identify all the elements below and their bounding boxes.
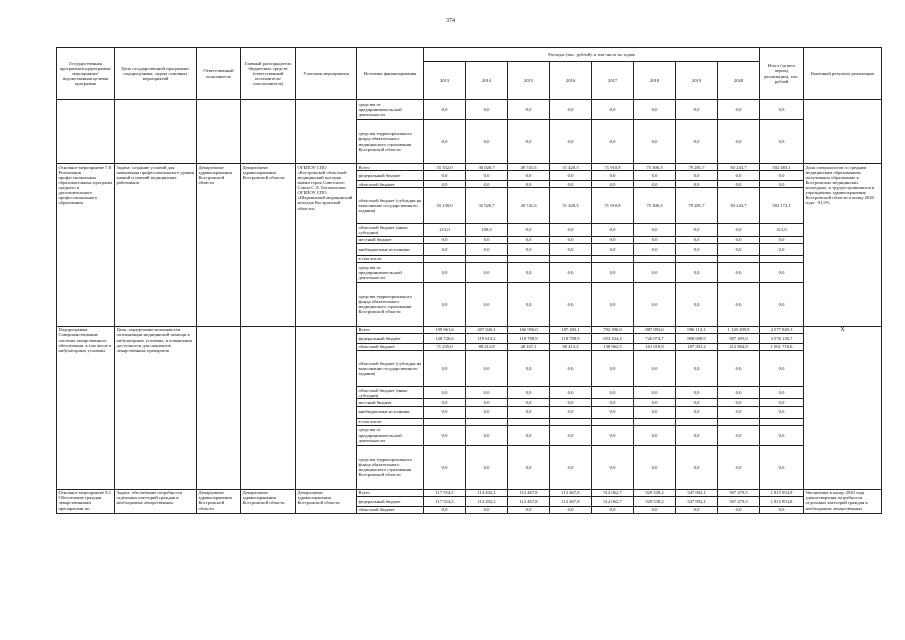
year-value: 112 467,8 — [550, 489, 592, 496]
year-value: 79 281,7 — [676, 188, 718, 224]
year-value: 0,0 — [676, 181, 718, 188]
year-value: 512 062,7 — [592, 489, 634, 496]
total-value: 0,0 — [760, 425, 804, 445]
year-value: 996 112,1 — [676, 326, 718, 333]
year-value: 567 479,5 — [718, 496, 760, 506]
year-value: 0,0 — [424, 243, 466, 255]
year-value: 0,0 — [676, 406, 718, 418]
year-value: 112 467,8 — [508, 496, 550, 506]
budget-manager — [241, 100, 296, 164]
funding-source: средства территориального фонда обязательного медицинского страхования Костромской области — [357, 120, 424, 164]
funding-source: местный бюджет — [357, 236, 424, 243]
year-value: 0,0 — [550, 181, 592, 188]
year-value — [634, 418, 676, 425]
header-program: Государственная программа/подпрограмма/ мероприятие/ ведомственная целевая программа — [57, 48, 115, 100]
year-value: 0,0 — [466, 100, 508, 120]
year-value: 887 093,6 — [634, 326, 676, 333]
total-value: 0,0 — [760, 406, 804, 418]
year-value: 0,0 — [508, 399, 550, 406]
year-value: 0,0 — [676, 100, 718, 120]
year-value: 0,0 — [634, 262, 676, 282]
year-value: 128 726,6 — [424, 333, 466, 343]
year-value: 808 608,9 — [676, 333, 718, 343]
year-value — [424, 255, 466, 262]
year-value: 51 420,3 — [550, 188, 592, 224]
year-value: 0,0 — [466, 351, 508, 387]
funding-source: областной бюджет — [357, 181, 424, 188]
year-value: 0,0 — [718, 406, 760, 418]
year-value: 0,0 — [508, 171, 550, 181]
year-value: 0,0 — [424, 262, 466, 282]
year-value: 0,0 — [550, 120, 592, 164]
total-value — [760, 418, 804, 425]
year-value: 0,0 — [508, 262, 550, 282]
funding-source: Всего — [357, 326, 424, 333]
year-value: 0,0 — [424, 100, 466, 120]
year-value: 0,0 — [592, 399, 634, 406]
year-value: 0,0 — [424, 399, 466, 406]
header-year: 2015 — [508, 62, 550, 100]
year-value: 0,0 — [424, 506, 466, 513]
year-value: 0,0 — [592, 181, 634, 188]
funding-source: местный бюджет — [357, 399, 424, 406]
year-value: 0,0 — [508, 445, 550, 489]
funding-source: областной бюджет — [357, 343, 424, 350]
year-value: 0,0 — [508, 387, 550, 399]
year-value: 112 467,8 — [508, 489, 550, 496]
funding-source: федеральный бюджет — [357, 496, 424, 506]
year-value: 0,0 — [466, 262, 508, 282]
year-value: 0,0 — [508, 120, 550, 164]
year-value: 0,0 — [466, 506, 508, 513]
year-value — [634, 255, 676, 262]
year-value: 0,0 — [718, 387, 760, 399]
year-value: 49 741,6 — [508, 188, 550, 224]
year-value: 0,0 — [592, 506, 634, 513]
year-value — [718, 418, 760, 425]
year-value: 0,0 — [466, 120, 508, 164]
year-value: 0,0 — [550, 282, 592, 326]
year-value: 0,0 — [592, 171, 634, 181]
year-value: 0,0 — [508, 506, 550, 513]
year-value: 88 212,8 — [466, 343, 508, 350]
year-value: 0,0 — [466, 243, 508, 255]
year-value: 529 538,2 — [634, 496, 676, 506]
year-value: 55 352,0 — [424, 164, 466, 171]
funding-source: федеральный бюджет — [357, 171, 424, 181]
year-value: 0,0 — [550, 224, 592, 236]
funding-source: в том числе: — [357, 255, 424, 262]
year-value: 0,0 — [466, 282, 508, 326]
year-value: 0,0 — [424, 445, 466, 489]
year-value: 0,0 — [676, 282, 718, 326]
year-value: 35 926,7 — [466, 188, 508, 224]
year-value: 0,0 — [550, 243, 592, 255]
funding-source: средства от предпринимательской деятельности — [357, 100, 424, 120]
year-value: 83 243,7 — [718, 188, 760, 224]
program-name: Подпрограмма Совершенствование системы лекарственного обеспечения, в том числе в амбулаторных условиях — [57, 326, 115, 489]
year-value: 0,0 — [634, 171, 676, 181]
header-expenses: Расходы (тыс. рублей), в том числе по годам — [424, 48, 760, 62]
year-value: 51 420,3 — [550, 164, 592, 171]
year-value: 0,0 — [718, 171, 760, 181]
program-name: Основное мероприятие 8.1 Обеспечение граждан лекарственными препаратами по — [57, 489, 115, 513]
year-value: 0,0 — [634, 181, 676, 188]
responsible-executor: Департамент здравоохранения Костромской области — [197, 164, 241, 327]
year-value: 0,0 — [424, 387, 466, 399]
year-value: 0,0 — [508, 425, 550, 445]
year-value: 75 306,3 — [634, 164, 676, 171]
header-year: 2014 — [466, 62, 508, 100]
year-value: 118 788,9 — [508, 333, 550, 343]
total-value: 0,0 — [760, 262, 804, 282]
year-value: 0,0 — [676, 399, 718, 406]
year-value: 0,0 — [550, 399, 592, 406]
responsible-executor: Департамент здравоохранения Костромской области — [197, 489, 241, 513]
year-value: 0,0 — [676, 224, 718, 236]
year-value — [466, 418, 508, 425]
year-value: 653 434,4 — [592, 333, 634, 343]
total-value: 0,0 — [760, 243, 804, 255]
year-value — [508, 255, 550, 262]
header-year: 2016 — [550, 62, 592, 100]
year-value: 0,0 — [466, 399, 508, 406]
table-row — [57, 100, 882, 120]
total-value: 3 576 130,7 — [760, 333, 804, 343]
year-value: 0,0 — [550, 262, 592, 282]
event-participant: ОГБПОУ СПО «Костромской областной медицинский колледж имени героя Советского Союза С.А. Богомолова» ОГБПОУ СПО «Шарьинский медицинский колледж Костромской области» — [296, 164, 357, 327]
year-value: 0,0 — [508, 406, 550, 418]
year-value: 0,0 — [424, 236, 466, 243]
funding-source: областной бюджет (иные субсидии) — [357, 387, 424, 399]
total-value: 0,0 — [760, 351, 804, 387]
year-value: 0,0 — [592, 100, 634, 120]
year-value: 83 243,7 — [718, 164, 760, 171]
year-value: 0,0 — [592, 120, 634, 164]
year-value: 207 826,1 — [466, 326, 508, 333]
total-value: 0,0 — [760, 399, 804, 406]
year-value: 0,0 — [550, 171, 592, 181]
header-participant: Участник мероприятия — [296, 48, 357, 100]
year-value: 187 202,1 — [550, 326, 592, 333]
year-value: 0,0 — [718, 181, 760, 188]
year-value: 0,0 — [676, 351, 718, 387]
year-value: 213,0 — [424, 224, 466, 236]
funding-source: областной бюджет (субсидия на выполнение государственного задания) — [357, 188, 424, 224]
year-value: 0,0 — [592, 445, 634, 489]
total-value: 0,0 — [760, 171, 804, 181]
year-value: 0,0 — [634, 100, 676, 120]
total-value: 0,0 — [760, 506, 804, 513]
header-result: Конечный результат реализации — [804, 48, 882, 100]
year-value: 1 120 299,9 — [718, 326, 760, 333]
table-row — [57, 489, 882, 496]
total-value: 0,0 — [760, 236, 804, 243]
year-value: 0,0 — [424, 171, 466, 181]
header-goal: Цель государственной программы/подпрограммы, задача основных мероприятий — [115, 48, 197, 100]
program-goal — [115, 100, 197, 164]
total-value: 1 001 718,6 — [760, 343, 804, 350]
year-value: 0,0 — [508, 282, 550, 326]
year-value: 0,0 — [550, 425, 592, 445]
year-value: 118 788,9 — [550, 333, 592, 343]
year-value — [508, 418, 550, 425]
total-value: 4 577 849,3 — [760, 326, 804, 333]
header-year: 2017 — [592, 62, 634, 100]
year-value: 0,0 — [424, 351, 466, 387]
program-goal: Задача: обеспечение потребности отдельных категорий граждан в необходимых лекарственных — [115, 489, 197, 513]
year-value: 907 495,0 — [718, 333, 760, 343]
final-result: X — [804, 326, 882, 489]
page-number: 374 — [446, 18, 455, 24]
funding-source: областной бюджет (иные субсидии) — [357, 224, 424, 236]
year-value — [676, 255, 718, 262]
total-value: 1 815 854,8 — [760, 496, 804, 506]
year-value: 567 479,5 — [718, 489, 760, 496]
program-name: Основное мероприятие 7.8 Реализация профессиональных образовательных программ среднего и дополнительного профессионального образования — [57, 164, 115, 327]
responsible-executor — [197, 326, 241, 489]
total-value: 0,0 — [760, 100, 804, 120]
year-value: 0,0 — [718, 282, 760, 326]
year-value: 0,0 — [634, 425, 676, 445]
total-value: 502 483,1 — [760, 164, 804, 171]
year-value: 0,0 — [634, 351, 676, 387]
year-value: 100,0 — [466, 224, 508, 236]
year-value: 0,0 — [508, 224, 550, 236]
year-value: 0,0 — [676, 171, 718, 181]
year-value: 0,0 — [676, 243, 718, 255]
funding-source: средства от предпринимательской деятельности — [357, 262, 424, 282]
year-value: 0,0 — [550, 506, 592, 513]
year-value: 199 961,6 — [424, 326, 466, 333]
year-value: 0,0 — [424, 282, 466, 326]
year-value: 0,0 — [592, 282, 634, 326]
year-value: 71 910,8 — [592, 188, 634, 224]
year-value: 0,0 — [550, 351, 592, 387]
year-value: 0,0 — [634, 120, 676, 164]
program-goal: Задача: создание условий для повышения профессионального уровня знаний и умений медицинских работников — [115, 164, 197, 327]
year-value: 36 026,7 — [466, 164, 508, 171]
year-value: 0,0 — [676, 425, 718, 445]
year-value — [592, 255, 634, 262]
header-total: Итого (за весь период реализации), тыс. рублей — [760, 48, 804, 100]
year-value: 0,0 — [424, 425, 466, 445]
table-header — [57, 48, 882, 100]
year-value — [592, 418, 634, 425]
responsible-executor — [197, 100, 241, 164]
year-value: 0,0 — [718, 399, 760, 406]
year-value: 68 413,2 — [550, 343, 592, 350]
year-value: 48 167,1 — [508, 343, 550, 350]
funding-source: федеральный бюджет — [357, 333, 424, 343]
year-value: 0,0 — [466, 406, 508, 418]
funding-source: средства территориального фонда обязательного медицинского страхования Костромской области — [357, 445, 424, 489]
final-result — [804, 100, 882, 164]
year-value: 0,0 — [466, 181, 508, 188]
year-value: 0,0 — [718, 100, 760, 120]
year-value: 0,0 — [676, 387, 718, 399]
year-value — [676, 418, 718, 425]
year-value: 138 962,5 — [592, 343, 634, 350]
funding-source: Всего — [357, 164, 424, 171]
year-value: 161 018,9 — [634, 343, 676, 350]
funding-source: в том числе: — [357, 418, 424, 425]
year-value: 71 910,8 — [592, 164, 634, 171]
year-value: 726 074,7 — [634, 333, 676, 343]
year-value: 0,0 — [592, 236, 634, 243]
year-value: 114 292,2 — [466, 496, 508, 506]
year-value: 0,0 — [634, 506, 676, 513]
year-value: 0,0 — [466, 425, 508, 445]
budget-manager: Департамент здравоохранения Костромской области — [241, 489, 296, 513]
year-value: 0,0 — [592, 243, 634, 255]
funding-source: внебюджетные источники — [357, 243, 424, 255]
funding-source: средства территориального фонда обязательного медицинского страхования Костромской области — [357, 282, 424, 326]
total-value: 1 815 854,8 — [760, 489, 804, 496]
header-budget-manager: Главный распорядитель бюджетных средств (ответственный исполнитель/ соисполнитель) — [241, 48, 296, 100]
year-value: 0,0 — [592, 351, 634, 387]
year-value: 0,0 — [634, 399, 676, 406]
year-value: 0,0 — [718, 120, 760, 164]
year-value: 0,0 — [550, 236, 592, 243]
total-value: 0,0 — [760, 282, 804, 326]
funding-source: областной бюджет — [357, 506, 424, 513]
funding-source: областной бюджет (субсидия на выполнение государственного задания) — [357, 351, 424, 387]
year-value: 0,0 — [676, 262, 718, 282]
year-value: 0,0 — [592, 387, 634, 399]
year-value: 0,0 — [718, 262, 760, 282]
year-value — [550, 255, 592, 262]
event-participant — [296, 326, 357, 489]
total-value — [760, 255, 804, 262]
year-value: 0,0 — [508, 181, 550, 188]
year-value: 0,0 — [592, 262, 634, 282]
year-value: 0,0 — [676, 445, 718, 489]
year-value: 55 139,0 — [424, 188, 466, 224]
total-value: 0,0 — [760, 445, 804, 489]
year-value: 0,0 — [718, 425, 760, 445]
year-value: 529 538,2 — [634, 489, 676, 496]
year-value — [718, 255, 760, 262]
table-body — [57, 100, 882, 514]
year-value: 71 235,0 — [424, 343, 466, 350]
year-value — [466, 255, 508, 262]
year-value: 0,0 — [718, 224, 760, 236]
year-value: 0,0 — [634, 282, 676, 326]
program-goal: Цель: определение возможности оптимизации медицинской помощи в амбулаторных условиях, в повышении доступности для пациентов лекарственных препаратов — [115, 326, 197, 489]
budget-manager: Департамент здравоохранения Костромской области — [241, 164, 296, 327]
year-value: 0,0 — [634, 406, 676, 418]
year-value: 117 554,5 — [424, 489, 466, 496]
total-value: 0,0 — [760, 387, 804, 399]
year-value: 0,0 — [718, 236, 760, 243]
year-value: 0,0 — [508, 236, 550, 243]
year-value: 0,0 — [592, 406, 634, 418]
year-value: 0,0 — [466, 171, 508, 181]
year-value: 112 467,8 — [550, 496, 592, 506]
year-value: 114 292,2 — [466, 489, 508, 496]
year-value: 512 062,7 — [592, 496, 634, 506]
year-value: 0,0 — [466, 445, 508, 489]
total-value: 313,0 — [760, 224, 804, 236]
final-result: Доля специалистов со средним медицинским образованием, получивших образование в Костромских медицинских колледжах, и трудоустроившихся в учреждениях здравоохранения Костромской области к концу 2020 года - 91,5% — [804, 164, 882, 327]
funding-source: средства от предпринимательской деятельности — [357, 425, 424, 445]
year-value: 187 503,2 — [676, 343, 718, 350]
year-value: 75 306,3 — [634, 188, 676, 224]
year-value: 0,0 — [550, 387, 592, 399]
year-value: 0,0 — [676, 120, 718, 164]
total-value: 0,0 — [760, 120, 804, 164]
year-value: 0,0 — [424, 181, 466, 188]
year-value: 0,0 — [634, 445, 676, 489]
year-value — [424, 418, 466, 425]
funding-source: Всего — [357, 489, 424, 496]
year-value: 792 396,9 — [592, 326, 634, 333]
year-value: 0,0 — [508, 243, 550, 255]
year-value: 0,0 — [676, 506, 718, 513]
year-value: 0,0 — [550, 406, 592, 418]
year-value: 79 281,7 — [676, 164, 718, 171]
year-value: 0,0 — [466, 387, 508, 399]
year-value: 547 992,1 — [676, 496, 718, 506]
event-participant — [296, 100, 357, 164]
year-value — [550, 418, 592, 425]
total-value: 0,0 — [760, 181, 804, 188]
year-value: 0,0 — [718, 351, 760, 387]
year-value: 0,0 — [718, 445, 760, 489]
year-value: 0,0 — [508, 351, 550, 387]
table-row — [57, 164, 882, 171]
year-value: 0,0 — [424, 406, 466, 418]
year-value: 49 741,6 — [508, 164, 550, 171]
year-value: 166 956,0 — [508, 326, 550, 333]
header-year: 2019 — [676, 62, 718, 100]
year-value: 0,0 — [634, 236, 676, 243]
year-value: 0,0 — [634, 224, 676, 236]
year-value: 212 804,9 — [718, 343, 760, 350]
event-participant: Департамент здравоохранения Костромской области — [296, 489, 357, 513]
budget-table — [56, 47, 882, 514]
year-value: 0,0 — [550, 100, 592, 120]
header-responsible: Ответственный исполнитель — [197, 48, 241, 100]
year-value: 0,0 — [634, 387, 676, 399]
year-value: 0,0 — [424, 120, 466, 164]
header-year: 2018 — [634, 62, 676, 100]
year-value: 119 613,2 — [466, 333, 508, 343]
year-value: 0,0 — [508, 100, 550, 120]
year-value: 0,0 — [592, 224, 634, 236]
year-value: 0,0 — [718, 243, 760, 255]
year-value: 0,0 — [550, 445, 592, 489]
year-value: 0,0 — [676, 236, 718, 243]
header-source: Источник финансирования — [357, 48, 424, 100]
budget-manager — [241, 326, 296, 489]
year-value: 0,0 — [718, 506, 760, 513]
program-name — [57, 100, 115, 164]
final-result: Увеличение к концу 2020 года удовлетворения потребности отдельных категорий граждан в необходимых лекарственных — [804, 489, 882, 513]
year-value: 547 992,1 — [676, 489, 718, 496]
total-value: 502 172,1 — [760, 188, 804, 224]
table-row — [57, 326, 882, 333]
year-value: 0,0 — [634, 243, 676, 255]
header-year: 2013 — [424, 62, 466, 100]
year-value: 0,0 — [592, 425, 634, 445]
funding-source: внебюджетные источники — [357, 406, 424, 418]
year-value: 117 554,5 — [424, 496, 466, 506]
year-value: 0,0 — [466, 236, 508, 243]
header-year: 2020 — [718, 62, 760, 100]
